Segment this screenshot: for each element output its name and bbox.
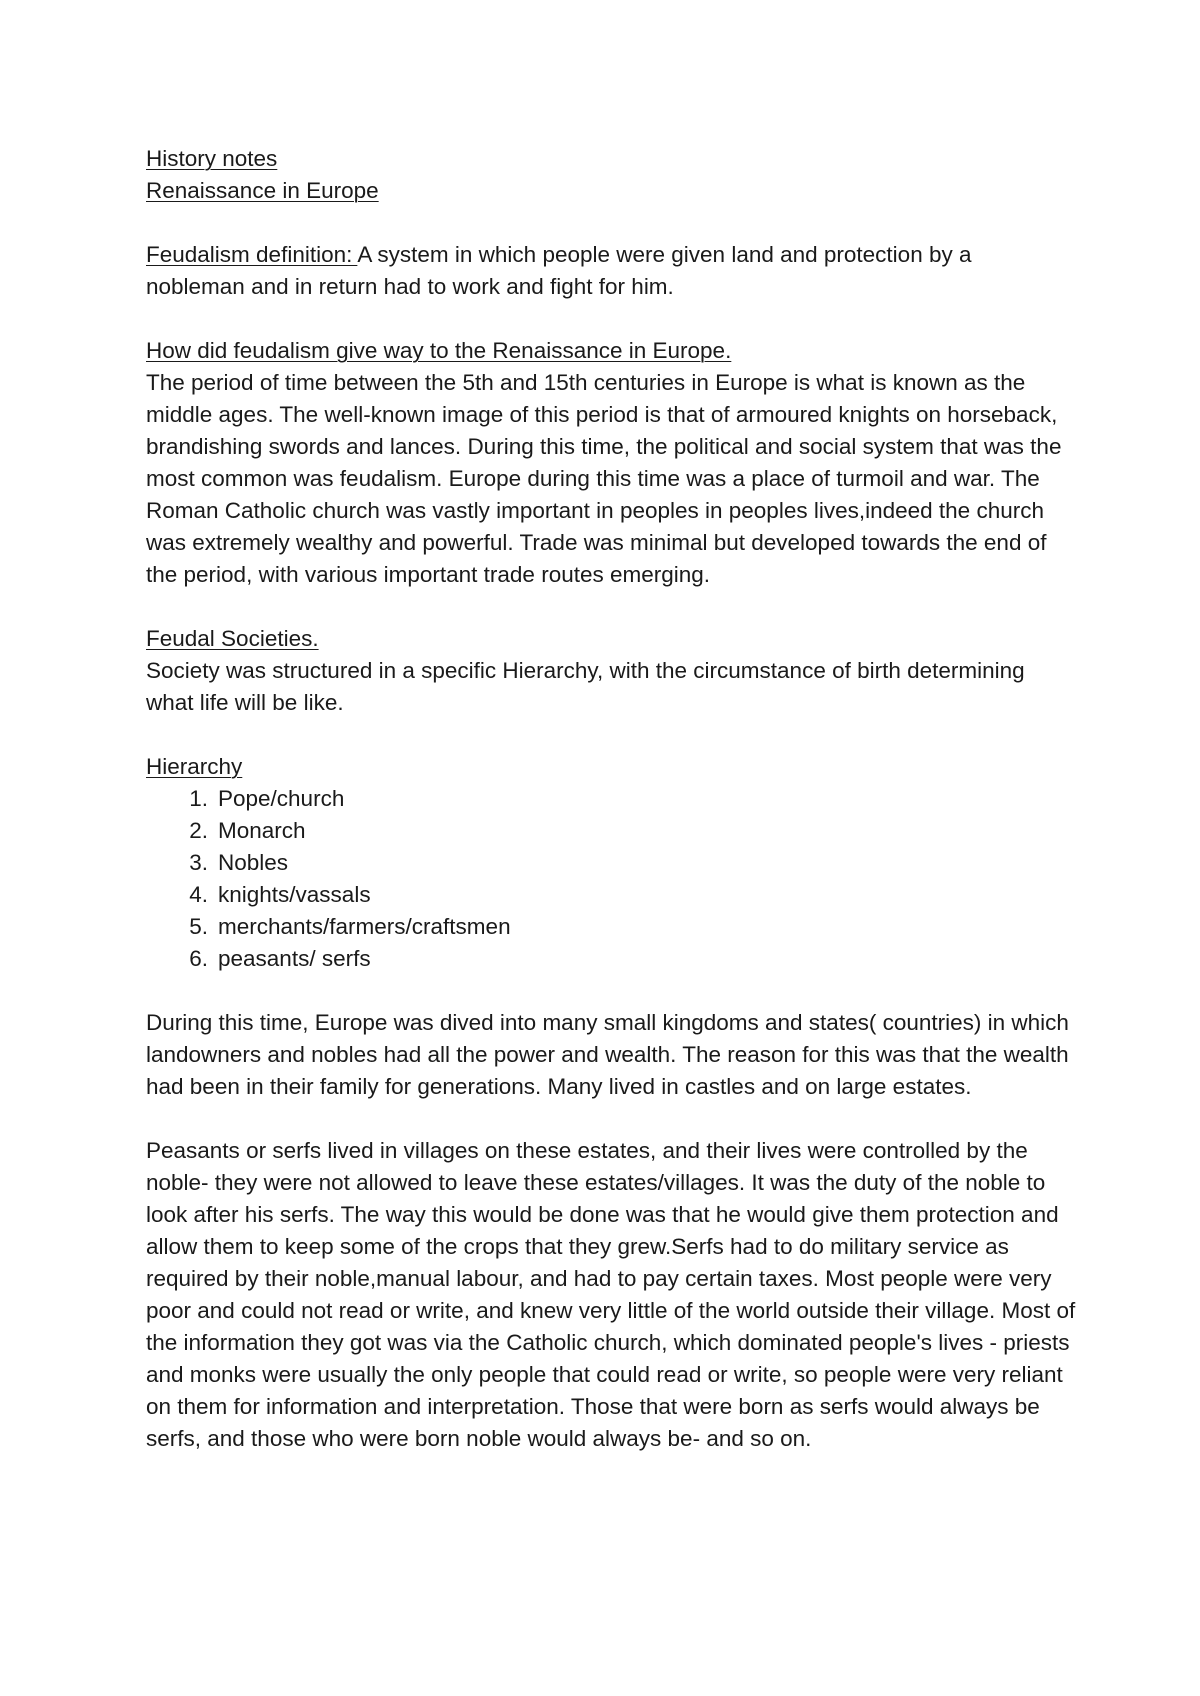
spacer	[146, 591, 1076, 623]
list-item	[146, 879, 1076, 911]
list-item-number: 4.	[189, 882, 208, 907]
spacer	[146, 1103, 1076, 1135]
feudalism-definition-label: Feudalism definition:	[146, 242, 358, 267]
feudalism-definition	[146, 239, 1076, 303]
list-item	[146, 815, 1076, 847]
document-subtitle: Renaissance in Europe	[146, 178, 379, 203]
list-item-label: merchants/farmers/craftsmen	[218, 914, 511, 939]
hierarchy-list	[146, 783, 1076, 975]
list-item-number: 5.	[189, 914, 208, 939]
section-heading-feudalism-to-renaissance: How did feudalism give way to the Renaissance in Europe.	[146, 338, 732, 363]
list-item	[146, 847, 1076, 879]
list-item-label: Pope/church	[218, 786, 345, 811]
list-item	[146, 943, 1076, 975]
document-page	[146, 143, 1076, 1455]
section-text-feudal-societies: Society was structured in a specific Hierarchy, with the circumstance of birth determining what life will be like.	[146, 658, 1025, 715]
paragraph-peasants: Peasants or serfs lived in villages on these estates, and their lives were controlled by the noble- they were not allowed to leave these estates/villages. It was the duty of the noble to look after his serfs. The way this would be done was that he would give them protection and allow them to keep some of the crops that they grew.Serfs had to do military service as required by their noble,manual labour, and had to pay certain taxes. Most people were very poor and could not read or write, and knew very little of the world outside their village. Most of the information they got was via the Catholic church, which dominated people's lives - priests and monks were usually the only people that could read or write, so people were very reliant on them for information and interpretation. Those that were born as serfs would always be serfs, and those who were born noble would always be- and so on.	[146, 1138, 1076, 1451]
section-text-feudalism-to-renaissance: The period of time between the 5th and 15th centuries in Europe is what is known as the middle ages. The well-known image of this period is that of armoured knights on horseback, brandishing swords and lances. During this time, the political and social system that was the most common was feudalism. Europe during this time was a place of turmoil and war. The Roman Catholic church was vastly important in peoples in peoples lives,indeed the church was extremely wealthy and powerful. Trade was minimal but developed towards the end of the period, with various important trade routes emerging.	[146, 370, 1062, 587]
list-item-label: Nobles	[218, 850, 289, 875]
list-item	[146, 783, 1076, 815]
list-item-number: 6.	[189, 946, 208, 971]
spacer	[146, 719, 1076, 751]
hierarchy-heading: Hierarchy	[146, 754, 243, 779]
list-item-number: 2.	[189, 818, 208, 843]
spacer	[146, 975, 1076, 1007]
list-item-label: knights/vassals	[218, 882, 371, 907]
list-item-label: peasants/ serfs	[218, 946, 371, 971]
document-title: History notes	[146, 146, 278, 171]
feudalism-definition-text: A system in which people were given land and protection by a nobleman and in return had to work and fight for him.	[146, 242, 972, 299]
list-item-number: 3.	[189, 850, 208, 875]
list-item	[146, 911, 1076, 943]
section-heading-feudal-societies: Feudal Societies.	[146, 626, 319, 651]
list-item-number: 1.	[189, 786, 208, 811]
paragraph-kingdoms: During this time, Europe was dived into many small kingdoms and states( countries) in which landowners and nobles had all the power and wealth. The reason for this was that the wealth had been in their family for generations. Many lived in castles and on large estates.	[146, 1010, 1069, 1099]
spacer	[146, 303, 1076, 335]
list-item-label: Monarch	[218, 818, 306, 843]
spacer	[146, 207, 1076, 239]
